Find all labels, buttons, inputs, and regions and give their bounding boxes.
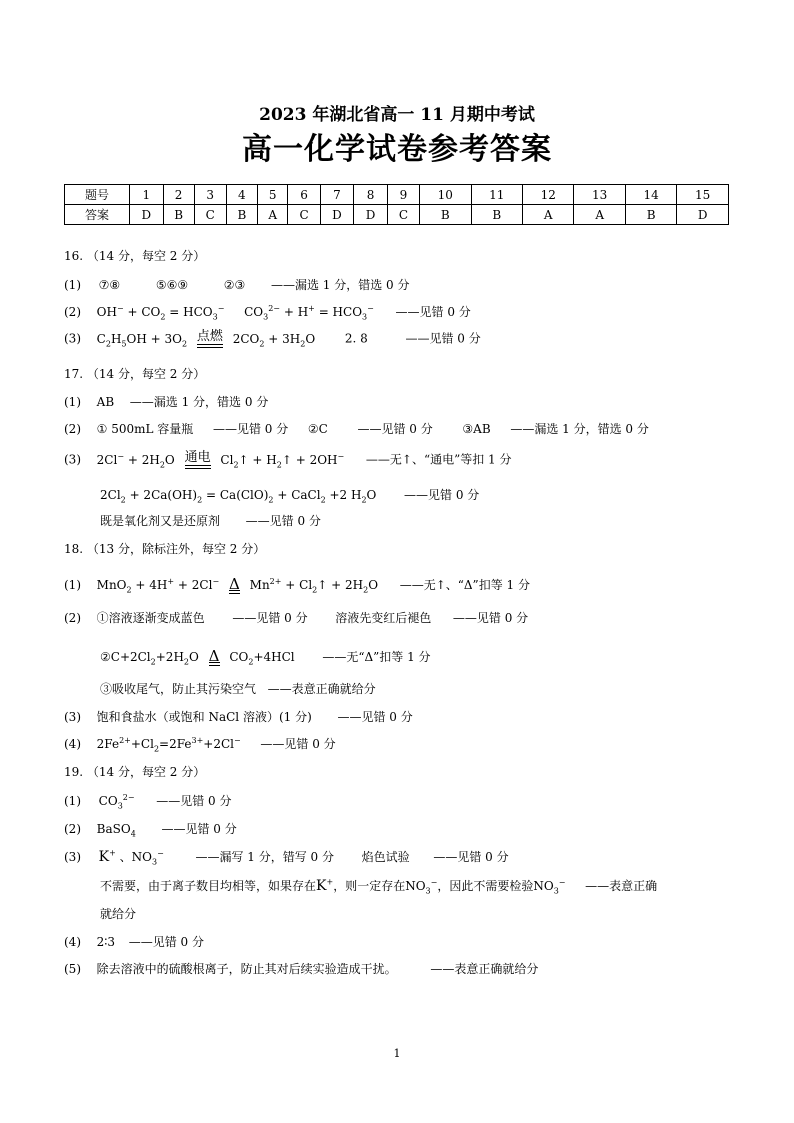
ionic-equation: $CO_3^{2-} + H^+ = HCO_3^-$ <box>244 304 374 322</box>
grading-note: ——表意正确就给分 <box>430 962 539 976</box>
grading-note: ——见错 0 分 <box>357 422 433 436</box>
ionic-equation: $Mn^{2+}$ + $Cl_2↑ + 2H_2O$ <box>249 577 379 595</box>
question-number: 13 <box>574 185 625 205</box>
answer-cell: D <box>130 205 164 225</box>
question-number: 12 <box>522 185 573 205</box>
grading-note: ——见错 0 分 <box>232 611 308 625</box>
grading-note: ——无↑、“Δ”扣等 1 分 <box>399 578 530 592</box>
ion-formula: $CO_3^{2-}$ <box>98 793 135 811</box>
answer-cell: A <box>257 205 288 225</box>
exam-title: 2023 年湖北省高一 11 月期中考试 <box>259 105 535 125</box>
answer-cell: B <box>420 205 471 225</box>
grading-note: ——漏写 1 分，错写 0 分 <box>195 850 334 864</box>
answer-text: 不需要，由于离子数目均相等，如果存在 <box>100 879 317 893</box>
answer-cell: C <box>194 205 226 225</box>
part-label: (4) <box>64 935 81 949</box>
grading-note: ——见错 0 分 <box>452 611 529 625</box>
answer-cell: B <box>226 205 257 225</box>
grading-note: ——见错 0 分 <box>212 422 289 436</box>
part-label: (5) <box>64 962 81 976</box>
answer-cell: B <box>471 205 522 225</box>
part-label: (2) <box>64 611 81 625</box>
grading-note: ——漏选 1 分，错选 0 分 <box>270 278 410 292</box>
grading-note: ——见错 0 分 <box>395 305 471 319</box>
question-row-label: 题号 <box>65 185 130 205</box>
q18-part2-line3 <box>100 681 376 697</box>
question-number: 6 <box>288 185 320 205</box>
q16-part3 <box>64 330 481 348</box>
answer-text: ③吸收尾气，防止其污染空气 <box>100 682 257 696</box>
answer-cell: A <box>574 205 625 225</box>
ion-formula: 、$NO_3^-$ <box>119 849 164 867</box>
question-number: 2 <box>163 185 194 205</box>
q17-part3-line2 <box>100 487 479 503</box>
reaction-condition: 通电 <box>185 451 211 469</box>
q17-part2 <box>64 421 649 437</box>
grading-note: ——见错 0 分 <box>433 850 509 864</box>
answer-cell: D <box>354 205 388 225</box>
document-title: 高一化学试卷参考答案 <box>242 132 552 167</box>
answer-cell: B <box>163 205 194 225</box>
ionic-equation: MnO$_2$ + 4H+ + 2Cl− <box>96 577 220 595</box>
question-number: 4 <box>226 185 257 205</box>
ion-formula: K+ <box>316 877 334 894</box>
chemical-equation: $CO_2+4HCl$ <box>229 650 295 667</box>
answer-text: 溶液先变红后褪色 <box>335 611 432 625</box>
grading-note: ——见错 0 分 <box>337 710 413 724</box>
answer-text: ②C <box>307 422 328 436</box>
answer-cell: D <box>677 205 729 225</box>
q18-heading: 18. （13 分，除标注外，每空 2 分） <box>64 542 266 556</box>
q19-heading: 19. （14 分，每空 2 分） <box>64 765 206 779</box>
q18-part1 <box>64 574 530 595</box>
q18-part2-line2 <box>100 646 431 667</box>
question-number: 11 <box>471 185 522 205</box>
answer-cell: D <box>320 205 354 225</box>
reaction-condition: 点燃 <box>197 330 223 348</box>
q18-part3 <box>64 709 413 725</box>
question-number: 15 <box>677 185 729 205</box>
ion-formula: K+ <box>98 848 116 865</box>
chemical-equation: $②C+2Cl_2+2H_2O$ <box>100 650 199 667</box>
grading-note: ——见错 0 分 <box>128 935 204 949</box>
part-label: (3) <box>64 452 81 467</box>
q18-part2 <box>64 610 528 626</box>
part-label: (3) <box>64 850 81 864</box>
grading-note: ——见错 0 分 <box>161 822 237 836</box>
answer-row-label: 答案 <box>65 205 130 225</box>
part-label: (1) <box>64 794 81 808</box>
answer-text: ⑤⑥⑨ <box>155 278 189 292</box>
answer-text: ③AB <box>462 422 491 436</box>
q19-part3 <box>64 849 509 865</box>
part-label: (1) <box>64 395 81 409</box>
q19-part2 <box>64 821 237 837</box>
ionic-equation: $2Fe^{2+}+Cl_2=2Fe^{3+}+2Cl^-$ <box>96 736 241 754</box>
grading-note: ——表意正确 <box>585 879 658 893</box>
answer-text: ⑦⑧ <box>98 278 121 292</box>
q16-heading: 16. （14 分，每空 2 分） <box>64 249 206 263</box>
reaction-condition: Δ <box>228 574 240 593</box>
answer-text: 2. 8 <box>344 331 368 346</box>
question-number: 3 <box>194 185 226 205</box>
q17-part3-line3 <box>100 513 321 529</box>
page-number: 1 <box>393 1047 401 1060</box>
ion-formula: $NO_3^-$ <box>533 878 566 896</box>
question-number: 10 <box>420 185 471 205</box>
question-number: 8 <box>354 185 388 205</box>
answer-text: 焰色试验 <box>361 850 410 864</box>
chemical-equation: $C_2H_5OH + 3O_2$ <box>96 331 188 348</box>
reaction-condition: Δ <box>208 646 220 665</box>
grading-note: ——漏选 1 分，错选 0 分 <box>129 395 269 409</box>
ionic-equation: $OH^- + CO_2 = HCO_3^-$ <box>96 304 225 322</box>
grading-note: ——见错 0 分 <box>245 514 321 528</box>
grading-note: ——见错 0 分 <box>156 794 232 808</box>
answer-row <box>65 205 729 225</box>
part-label: (3) <box>64 710 81 724</box>
question-number: 14 <box>625 185 676 205</box>
q17-heading: 17. （14 分，每空 2 分） <box>64 367 206 381</box>
q16-part1 <box>64 277 409 293</box>
answer-text: 除去溶液中的硫酸根离子，防止其对后续实验造成干扰。 <box>96 962 397 976</box>
compound-formula: BaSO$_4$ <box>96 822 136 839</box>
grading-note: ——无↑、“通电”等扣 1 分 <box>365 452 512 467</box>
part-label: (2) <box>64 305 81 319</box>
q18-part4 <box>64 736 336 752</box>
part-label: (2) <box>64 422 81 436</box>
answer-text: 饱和食盐水（或饱和 NaCl 溶液）(1 分) <box>96 710 312 724</box>
q16-part2 <box>64 304 471 320</box>
q19-part1 <box>64 793 232 809</box>
grading-note: ——见错 0 分 <box>260 737 336 751</box>
grading-note: ——见错 0 分 <box>404 488 480 502</box>
answer-text: ，则一定存在 <box>333 879 406 893</box>
answer-text: ②③ <box>223 278 246 292</box>
grading-note: ——无“Δ”扣等 1 分 <box>322 650 431 664</box>
part-label: (3) <box>64 331 81 346</box>
ionic-equation: $2Cl^- + 2H_2O$ <box>96 451 175 469</box>
question-number: 9 <box>387 185 419 205</box>
question-number: 5 <box>257 185 288 205</box>
question-number: 1 <box>130 185 164 205</box>
q19-part3-line2 <box>100 878 657 894</box>
answer-text: 既是氧化剂又是还原剂 <box>100 514 221 528</box>
part-label: (1) <box>64 278 81 292</box>
q17-part3 <box>64 451 511 469</box>
question-number: 7 <box>320 185 354 205</box>
answer-text: AB <box>96 395 115 409</box>
answer-table <box>64 184 729 225</box>
answer-text: 2∶3 <box>96 935 116 949</box>
part-label: (1) <box>64 578 81 592</box>
question-number-row <box>65 185 729 205</box>
answer-text: ，因此不需要检验 <box>437 879 534 893</box>
grading-note: ——表意正确就给分 <box>267 682 376 696</box>
answer-text: ①溶液逐渐变成蓝色 <box>96 611 205 625</box>
q17-part1 <box>64 394 268 410</box>
q19-part5 <box>64 961 538 977</box>
ionic-equation: $Cl_2↑$ + $H_2↑ + 2OH^-$ <box>220 451 345 469</box>
answer-cell: C <box>288 205 320 225</box>
ion-formula: $NO_3^-$ <box>405 878 438 896</box>
part-label: (2) <box>64 822 81 836</box>
part-label: (4) <box>64 737 81 751</box>
answer-cell: C <box>387 205 419 225</box>
chemical-equation: $2CO_2 + 3H_2O$ <box>232 331 316 348</box>
answer-cell: A <box>522 205 573 225</box>
answer-text: ① 500mL 容量瓶 <box>96 422 194 436</box>
grading-note: ——见错 0 分 <box>405 331 481 346</box>
answer-cell: B <box>625 205 676 225</box>
grading-note: ——漏选 1 分，错选 0 分 <box>510 422 649 436</box>
q19-part3-line3: 就给分 <box>100 907 137 921</box>
chemical-equation: $2Cl_2 + 2Ca(OH)_2 = Ca(ClO)_2$ + CaCl$_2$ +2 $H_2O$ <box>100 488 377 505</box>
q19-part4 <box>64 934 204 950</box>
